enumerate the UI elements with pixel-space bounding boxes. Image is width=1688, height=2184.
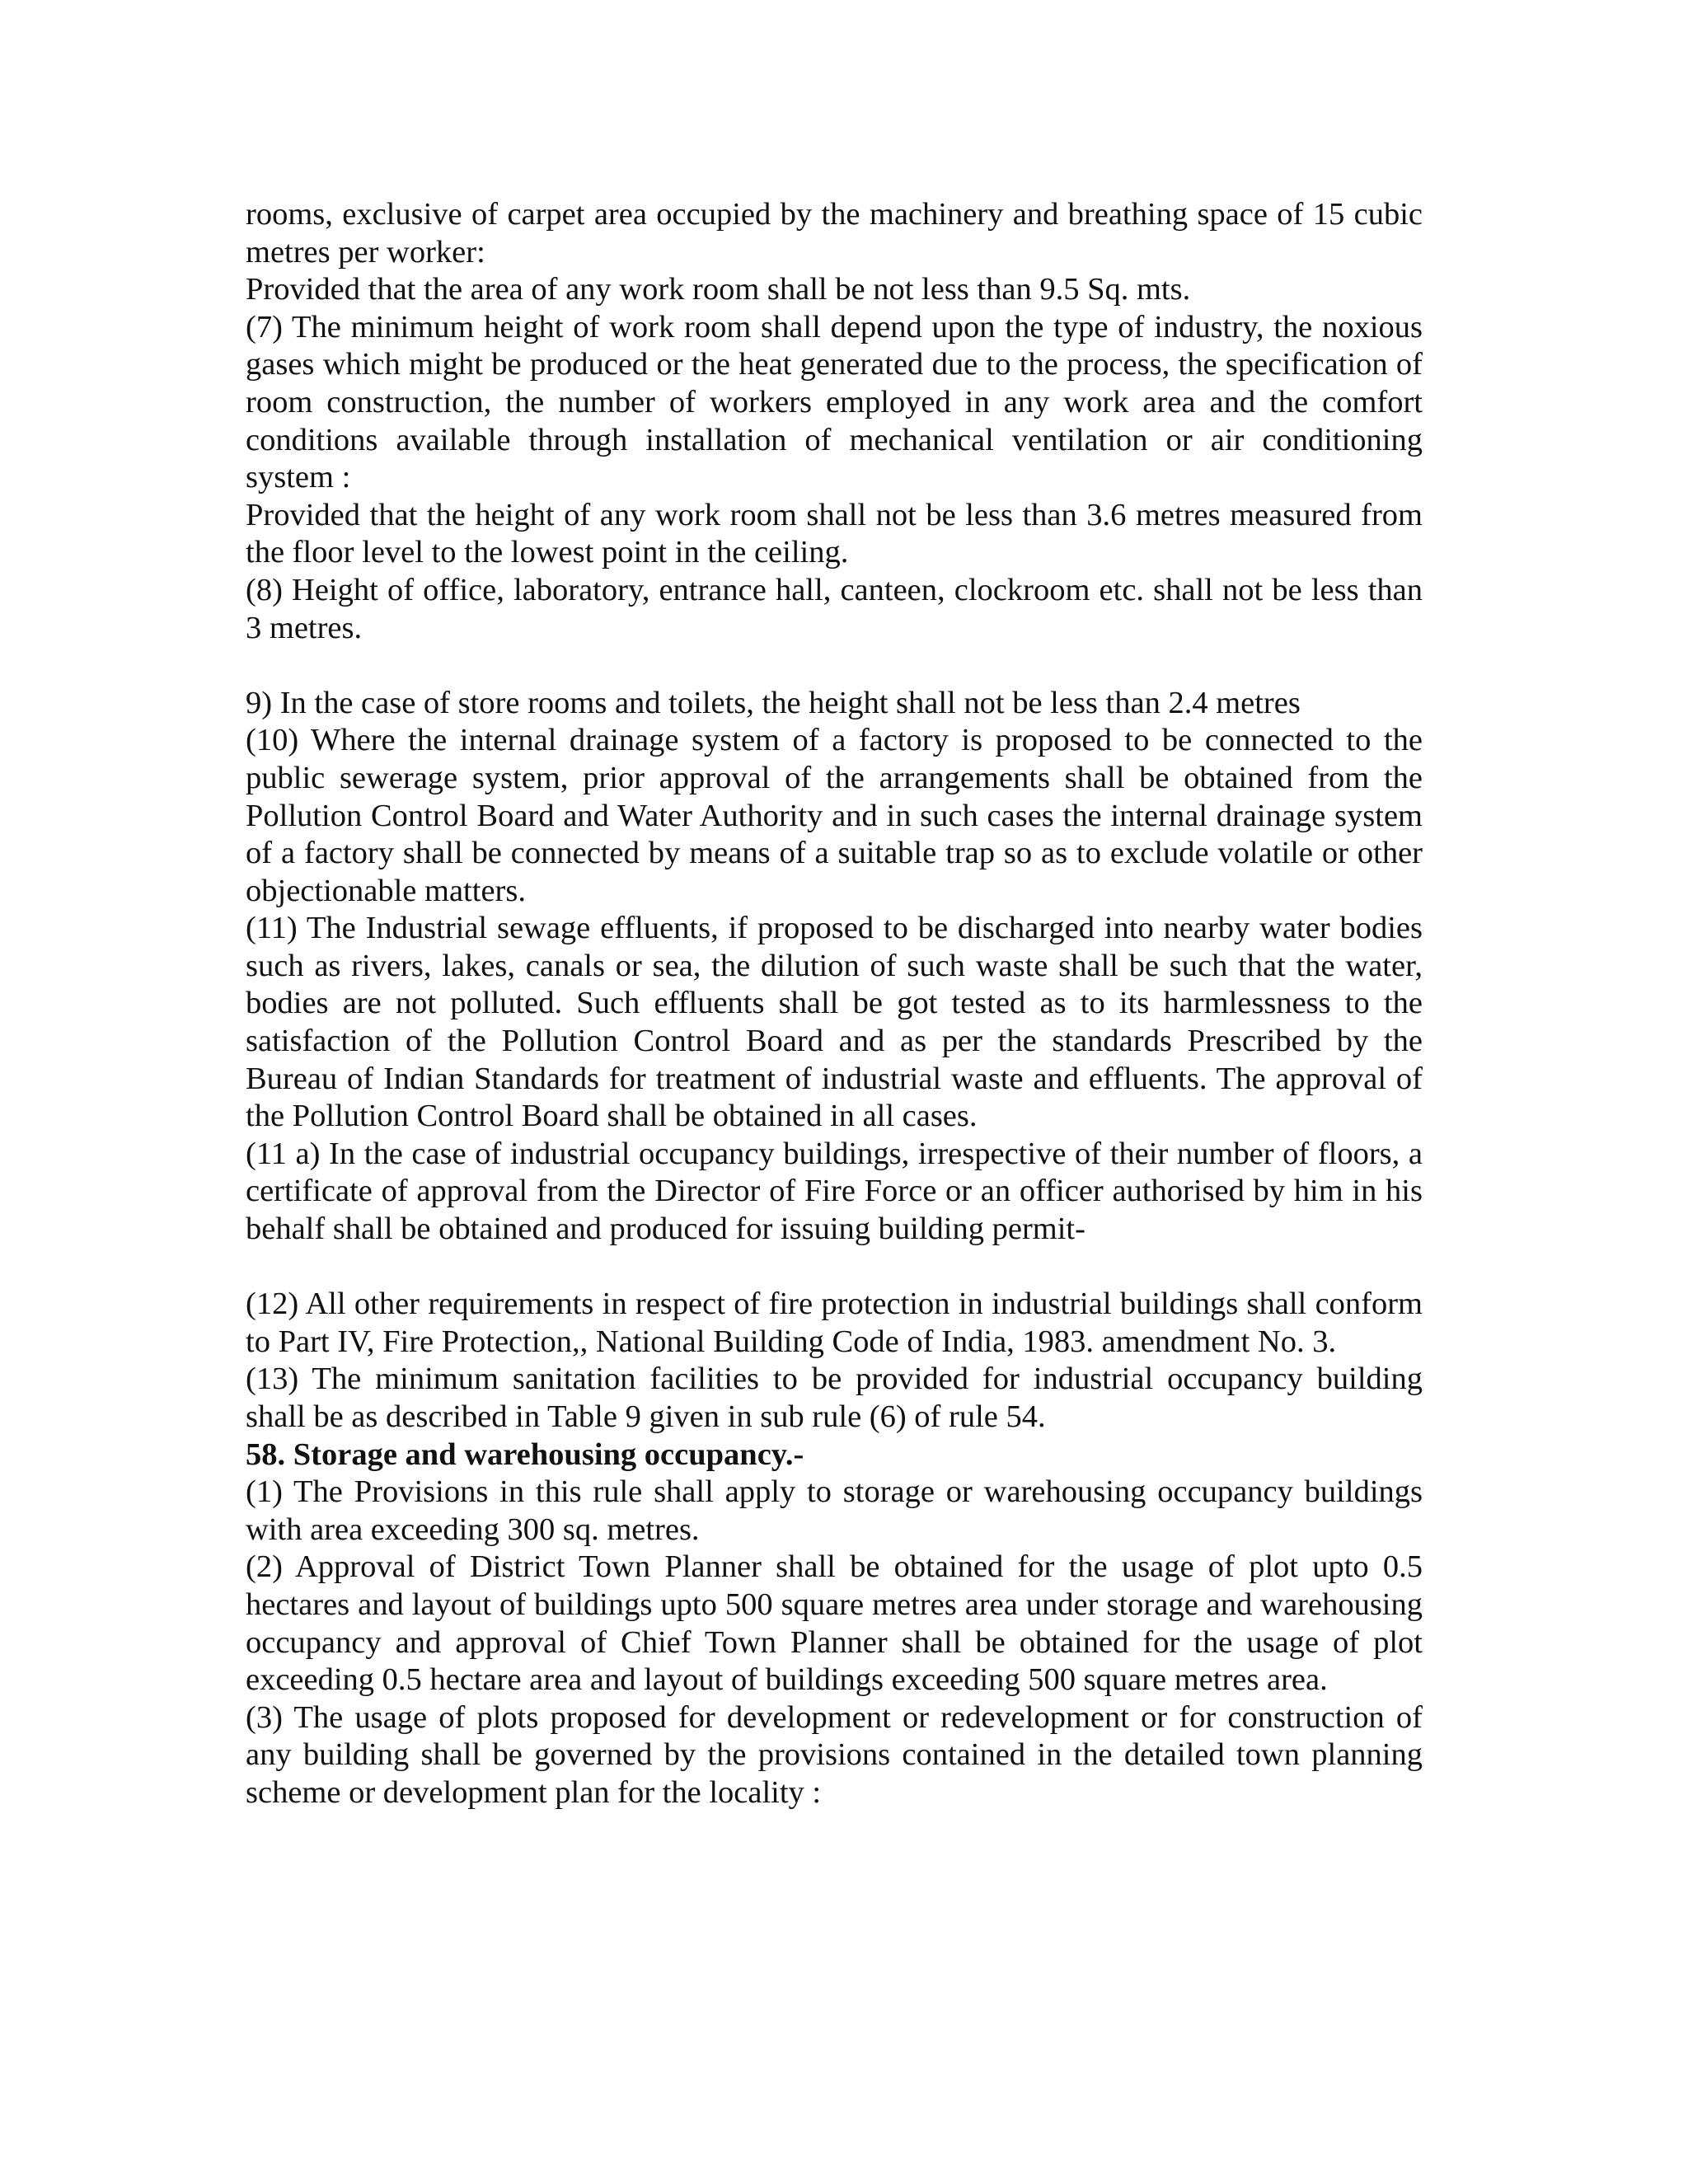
paragraph-rule-58-3: (3) The usage of plots proposed for development or redevelopment or for construction of any building shall be governed by the provisions contained in the detailed town planning scheme or development plan for the locality :: [246, 1699, 1423, 1810]
paragraph-rule-7: (7) The minimum height of work room shall depend upon the type of industry, the noxious gases which might be produced or the heat generated due to the process, the specification of room construction, the number of workers employed in any work area and the comfort conditions available through installation of mechanical ventilation or air conditioning system :: [246, 309, 1423, 495]
paragraph-rule-10: (10) Where the internal drainage system of a factory is proposed to be connected to the public sewerage system, prior approval of the arrangements shall be obtained from the Pollution Control Board and Water Authority and in such cases the internal drainage system of a factory shall be connected by means of a suitable trap so as to exclude volatile or other objectionable matters.: [246, 723, 1423, 908]
paragraph-rule-9: 9) In the case of store rooms and toilets, the height shall not be less than 2.4 metres: [246, 685, 1301, 720]
paragraph-rule-11: (11) The Industrial sewage effluents, if proposed to be discharged into nearby water bodies such as rivers, lakes, canals or sea, the dilution of such waste shall be such that the water, bodies are not polluted. Such effluents shall be got tested as to its harmlessness to the satisfaction of the Pollution Control Board and as per the standards Prescribed by the Bureau of Indian Standards for treatment of industrial waste and effluents. The approval of the Pollution Control Board shall be obtained in all cases.: [246, 911, 1423, 1134]
paragraph-proviso-area: Provided that the area of any work room shall be not less than 9.5 Sq. mts.: [246, 272, 1191, 307]
paragraph-proviso-height: Provided that the height of any work room shall not be less than 3.6 metres measured from the floor level to the lowest point in the ceiling.: [246, 497, 1423, 570]
paragraph-rule-8: (8) Height of office, laboratory, entrance hall, canteen, clockroom etc. shall not be less than 3 metres.: [246, 572, 1423, 645]
section-heading-58: 58. Storage and warehousing occupancy.-: [246, 1436, 804, 1472]
paragraph-rule-58-1: (1) The Provisions in this rule shall apply to storage or warehousing occupancy buildings with area exceeding 300 sq. metres.: [246, 1474, 1423, 1547]
document-body: [246, 196, 1423, 1812]
paragraph-rule-58-2: (2) Approval of District Town Planner shall be obtained for the usage of plot upto 0.5 hectares and layout of buildings upto 500 square metres area under storage and warehousing occupancy and approval of Chief Town Planner shall be obtained for the usage of plot exceeding 0.5 hectare area and layout of buildings exceeding 500 square metres area.: [246, 1549, 1423, 1698]
paragraph-gap: [246, 647, 1423, 685]
paragraph-rule-12: (12) All other requirements in respect of fire protection in industrial buildings shall conform to Part IV, Fire Protection,, National Building Code of India, 1983. amendment No. 3.: [246, 1286, 1423, 1359]
paragraph-rule-13: (13) The minimum sanitation facilities to be provided for industrial occupancy building shall be as described in Table 9 given in sub rule (6) of rule 54.: [246, 1361, 1423, 1434]
paragraph-work-room-space: rooms, exclusive of carpet area occupied by the machinery and breathing space of 15 cubic metres per worker:: [246, 197, 1423, 269]
paragraph-rule-11a: (11 a) In the case of industrial occupancy buildings, irrespective of their number of floors, a certificate of approval from the Director of Fire Force or an officer authorised by him in his behalf shall be obtained and produced for issuing building permit-: [246, 1136, 1423, 1247]
paragraph-gap: [246, 1249, 1423, 1286]
